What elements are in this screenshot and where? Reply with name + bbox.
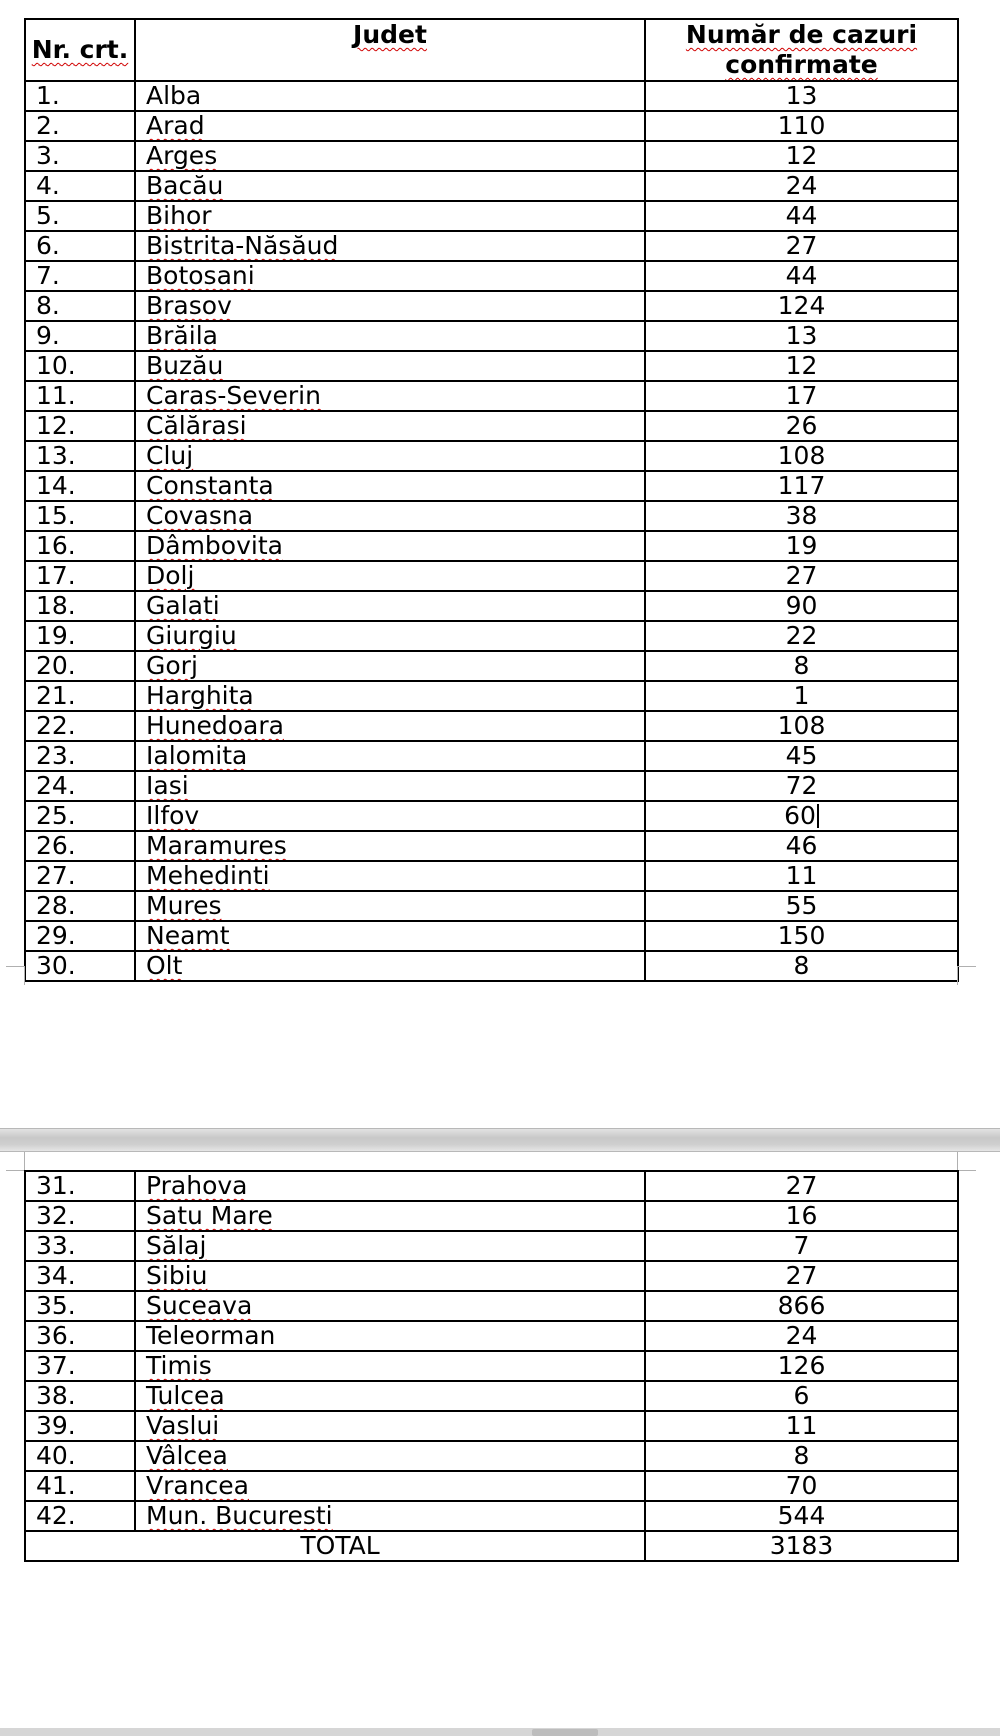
judet-name: Călărasi [146,411,247,440]
table-row [25,111,958,141]
cell-cases[interactable] [645,171,958,201]
cell-cases[interactable] [645,621,958,651]
cell-cases[interactable] [645,531,958,561]
cases-value: 16 [785,1201,818,1230]
cases-value: 19 [785,531,818,560]
cell-cases[interactable] [645,1501,958,1531]
table-row [25,1201,958,1231]
judet-name: Alba [146,81,202,110]
cell-nr[interactable]: 30. [25,951,135,981]
cell-judet[interactable] [135,771,645,801]
table-row [25,591,958,621]
cases-value: 22 [785,621,818,650]
table-row [25,261,958,291]
judet-name: Buzău [146,351,224,380]
table-row [25,1321,958,1351]
cell-cases[interactable] [645,501,958,531]
cell-judet[interactable] [135,411,645,441]
cases-value: 8 [793,651,810,680]
cell-cases[interactable] [645,351,958,381]
cell-nr[interactable]: 19. [25,621,135,651]
judet-name: Ilfov [146,801,200,830]
cell-judet[interactable] [135,681,645,711]
cell-nr[interactable]: 24. [25,771,135,801]
cell-cases[interactable] [645,801,958,831]
cell-cases[interactable] [645,1291,958,1321]
judet-name: Gorj [146,651,198,680]
cell-judet[interactable] [135,1471,645,1501]
cell-judet[interactable] [135,711,645,741]
cell-nr[interactable]: 25. [25,801,135,831]
cell-cases[interactable] [645,1201,958,1231]
cases-value: 117 [777,471,826,500]
table-row [25,681,958,711]
cell-cases[interactable] [645,951,958,981]
cell-cases[interactable] [645,891,958,921]
cell-nr[interactable]: 42. [25,1501,135,1531]
table-row [25,201,958,231]
cell-judet[interactable] [135,621,645,651]
total-label[interactable]: TOTAL [25,1531,645,1561]
cell-judet[interactable] [135,1501,645,1531]
table-row [25,1261,958,1291]
table-row [25,711,958,741]
cases-table-part-1[interactable] [24,18,959,982]
cell-judet[interactable] [135,231,645,261]
cell-judet[interactable] [135,831,645,861]
judet-name: Suceava [146,1291,253,1320]
cell-judet[interactable] [135,891,645,921]
table-row [25,1441,958,1471]
cell-cases[interactable] [645,471,958,501]
page-corner-mark [6,966,25,985]
judet-name: Bihor [146,201,212,230]
page-separator [0,1128,1000,1152]
cases-value: 108 [777,711,826,740]
judet-name: Iasi [146,771,189,800]
cases-value: 8 [793,1441,810,1470]
cell-nr[interactable]: 39. [25,1411,135,1441]
cell-nr[interactable]: 3. [25,141,135,171]
cell-cases[interactable] [645,861,958,891]
cases-value: 17 [785,381,818,410]
cases-value: 27 [785,1261,818,1290]
cell-judet[interactable] [135,561,645,591]
cell-nr[interactable]: 6. [25,231,135,261]
cell-nr[interactable]: 18. [25,591,135,621]
cell-judet[interactable] [135,1201,645,1231]
cases-value: 11 [785,1411,818,1440]
cell-judet[interactable] [135,261,645,291]
judet-name: Brasov [146,291,232,320]
table-row [25,831,958,861]
page-corner-mark [957,1152,976,1171]
header-nr-crt[interactable]: Nr. crt. [25,19,135,81]
judet-name: Mures [146,891,222,920]
judet-name: Neamt [146,921,230,950]
cell-cases[interactable] [645,591,958,621]
judet-name: Giurgiu [146,621,237,650]
cases-table-part-2[interactable] [24,1170,959,1562]
cell-cases[interactable] [645,231,958,261]
cell-nr[interactable]: 4. [25,171,135,201]
cell-nr[interactable]: 22. [25,711,135,741]
cases-value: 70 [785,1471,818,1500]
cases-value: 544 [777,1501,826,1530]
table-row [25,771,958,801]
cell-nr[interactable]: 1. [25,81,135,111]
cases-value: 6 [793,1381,810,1410]
table-row [25,741,958,771]
judet-name: Sibiu [146,1261,208,1290]
table-row [25,801,958,831]
judet-name: Harghita [146,681,254,710]
table-row [25,1471,958,1501]
cell-judet[interactable] [135,1321,645,1351]
cell-judet[interactable] [135,591,645,621]
cell-nr[interactable]: 8. [25,291,135,321]
judet-name: Dolj [146,561,195,590]
cell-cases[interactable] [645,111,958,141]
cell-judet[interactable] [135,351,645,381]
cases-value: 55 [785,891,818,920]
text-cursor [817,804,819,828]
cell-judet[interactable] [135,291,645,321]
cell-nr[interactable]: 37. [25,1351,135,1381]
judet-name: Botosani [146,261,255,290]
cell-judet[interactable] [135,381,645,411]
cell-nr[interactable]: 23. [25,741,135,771]
cases-value: 44 [785,261,818,290]
table-row [25,891,958,921]
cell-judet[interactable] [135,471,645,501]
cell-nr[interactable]: 33. [25,1231,135,1261]
table-row [25,651,958,681]
cases-value: 45 [785,741,818,770]
cell-cases[interactable] [645,1261,958,1291]
judet-name: Brăila [146,321,218,350]
cell-cases[interactable] [645,141,958,171]
cell-judet[interactable] [135,651,645,681]
table-row [25,951,958,981]
judet-name: Arges [146,141,218,170]
cases-value: 90 [785,591,818,620]
cell-nr[interactable]: 38. [25,1381,135,1411]
cases-value: 46 [785,831,818,860]
table-row [25,351,958,381]
cell-cases[interactable] [645,1411,958,1441]
cell-nr[interactable]: 9. [25,321,135,351]
cases-value: 13 [785,321,818,350]
cell-judet[interactable] [135,951,645,981]
cell-judet[interactable] [135,1381,645,1411]
judet-name: Maramures [146,831,287,860]
page-corner-mark [6,1152,25,1171]
scrollbar-thumb[interactable] [532,1729,598,1736]
cell-cases[interactable] [645,1351,958,1381]
cases-value: 110 [777,111,826,140]
table-row [25,381,958,411]
cases-value: 150 [777,921,826,950]
cases-value: 108 [777,441,826,470]
cell-judet[interactable] [135,1291,645,1321]
cell-cases[interactable] [645,1471,958,1501]
cell-cases[interactable] [645,411,958,441]
cell-cases[interactable] [645,291,958,321]
cell-nr[interactable]: 35. [25,1291,135,1321]
judet-name: Arad [146,111,205,140]
table-row [25,231,958,261]
judet-name: Covasna [146,501,254,530]
cell-nr[interactable]: 20. [25,651,135,681]
judet-name: Vrancea [146,1471,249,1500]
table-row [25,1291,958,1321]
table-row [25,501,958,531]
cases-value: 12 [785,141,818,170]
cell-nr[interactable]: 29. [25,921,135,951]
table-row [25,1501,958,1531]
judet-name: Tulcea [146,1381,225,1410]
cell-cases[interactable] [645,651,958,681]
cell-judet[interactable] [135,1171,645,1201]
judet-name: Timis [146,1351,212,1380]
table-row [25,291,958,321]
cell-cases[interactable] [645,261,958,291]
cases-value: 1 [793,681,810,710]
judet-name: Galati [146,591,220,620]
table-row [25,471,958,501]
judet-name: Sălaj [146,1231,207,1260]
cases-value: 124 [777,291,826,320]
cell-judet[interactable] [135,1261,645,1291]
cell-nr[interactable]: 15. [25,501,135,531]
table-row [25,621,958,651]
cases-value: 866 [777,1291,826,1320]
cell-nr[interactable]: 27. [25,861,135,891]
cell-judet[interactable] [135,801,645,831]
judet-name: Caras-Severin [146,381,321,410]
cell-cases[interactable] [645,771,958,801]
cases-value: 38 [785,501,818,530]
judet-name: Hunedoara [146,711,284,740]
judet-name: Olt [146,951,183,980]
cases-value: 27 [785,231,818,260]
cases-value: 27 [785,1171,818,1200]
cell-judet[interactable] [135,501,645,531]
cell-nr[interactable]: 41. [25,1471,135,1501]
cell-cases[interactable] [645,741,958,771]
cell-cases[interactable] [645,681,958,711]
cell-nr[interactable]: 32. [25,1201,135,1231]
cases-value: 24 [785,171,818,200]
cell-nr[interactable]: 2. [25,111,135,141]
cell-nr[interactable]: 10. [25,351,135,381]
cell-nr[interactable]: 31. [25,1171,135,1201]
cell-nr[interactable]: 28. [25,891,135,921]
table-row [25,1411,958,1441]
table-row [25,321,958,351]
cell-nr[interactable]: 13. [25,441,135,471]
cell-cases[interactable] [645,1441,958,1471]
judet-name: Dâmbovita [146,531,283,560]
cell-judet[interactable] [135,921,645,951]
cases-value: 44 [785,201,818,230]
table-row [25,171,958,201]
cell-judet[interactable] [135,321,645,351]
cases-value: 7 [793,1231,810,1260]
cell-cases[interactable] [645,321,958,351]
cases-value: 12 [785,351,818,380]
judet-name: Bacău [146,171,224,200]
judet-name: Satu Mare [146,1201,273,1230]
table-row [25,1231,958,1261]
table-row [25,1381,958,1411]
cases-value: 8 [793,951,810,980]
table-row [25,1351,958,1381]
cell-nr[interactable]: 17. [25,561,135,591]
cell-cases[interactable] [645,81,958,111]
cell-judet[interactable] [135,81,645,111]
cell-judet[interactable] [135,1351,645,1381]
header-cases[interactable]: Număr de cazuri confirmate [645,19,958,81]
cell-judet[interactable] [135,171,645,201]
judet-name: Vâlcea [146,1441,228,1470]
cases-value: 26 [785,411,818,440]
cell-cases[interactable] [645,1231,958,1261]
judet-name: Vaslui [146,1411,220,1440]
cases-value: 126 [777,1351,826,1380]
cell-judet[interactable] [135,111,645,141]
table-row [25,411,958,441]
horizontal-scrollbar[interactable] [0,1728,1000,1736]
cases-value: 27 [785,561,818,590]
cell-nr[interactable]: 40. [25,1441,135,1471]
cell-nr[interactable]: 36. [25,1321,135,1351]
table-row [25,561,958,591]
cases-value: 60 [784,801,816,830]
cell-cases[interactable] [645,561,958,591]
cell-nr[interactable]: 26. [25,831,135,861]
cell-cases[interactable] [645,1171,958,1201]
cases-value: 24 [785,1321,818,1350]
cell-nr[interactable]: 14. [25,471,135,501]
judet-name: Cluj [146,441,194,470]
cell-judet[interactable] [135,741,645,771]
cell-cases[interactable] [645,711,958,741]
total-row [25,1531,958,1561]
cell-judet[interactable] [135,1441,645,1471]
cell-cases[interactable] [645,921,958,951]
cell-judet[interactable] [135,861,645,891]
judet-name: Ialomita [146,741,248,770]
cell-judet[interactable] [135,141,645,171]
cell-nr[interactable]: 34. [25,1261,135,1291]
table-row [25,531,958,561]
table-row [25,81,958,111]
cell-cases[interactable] [645,441,958,471]
page-corner-mark [957,966,976,985]
cell-judet[interactable] [135,1411,645,1441]
cell-cases[interactable] [645,201,958,231]
cell-nr[interactable]: 5. [25,201,135,231]
table-row [25,861,958,891]
table-row [25,921,958,951]
cases-value: 11 [785,861,818,890]
cell-nr[interactable]: 11. [25,381,135,411]
cell-cases[interactable] [645,381,958,411]
cell-nr[interactable]: 21. [25,681,135,711]
cell-cases[interactable] [645,831,958,861]
cell-nr[interactable]: 7. [25,261,135,291]
table-row [25,441,958,471]
judet-name: Mehedinti [146,861,270,890]
cell-cases[interactable] [645,1321,958,1351]
cases-value: 13 [785,81,818,110]
table-header-row [25,19,958,81]
judet-name: Mun. Bucuresti [146,1501,333,1530]
judet-name: Constanta [146,471,274,500]
judet-name: Teleorman [146,1321,276,1350]
table-row [25,1171,958,1201]
cases-value: 72 [785,771,818,800]
document-page-2[interactable] [0,1152,1000,1736]
cell-judet[interactable] [135,201,645,231]
cell-judet[interactable] [135,531,645,561]
cell-nr[interactable]: 16. [25,531,135,561]
judet-name: Prahova [146,1171,248,1200]
cell-cases[interactable] [645,1381,958,1411]
total-value[interactable]: 3183 [645,1531,958,1561]
judet-name: Bistrita-Năsăud [146,231,339,260]
header-judet[interactable]: Judet [135,19,645,81]
cell-judet[interactable] [135,1231,645,1261]
table-row [25,141,958,171]
cell-judet[interactable] [135,441,645,471]
cell-nr[interactable]: 12. [25,411,135,441]
